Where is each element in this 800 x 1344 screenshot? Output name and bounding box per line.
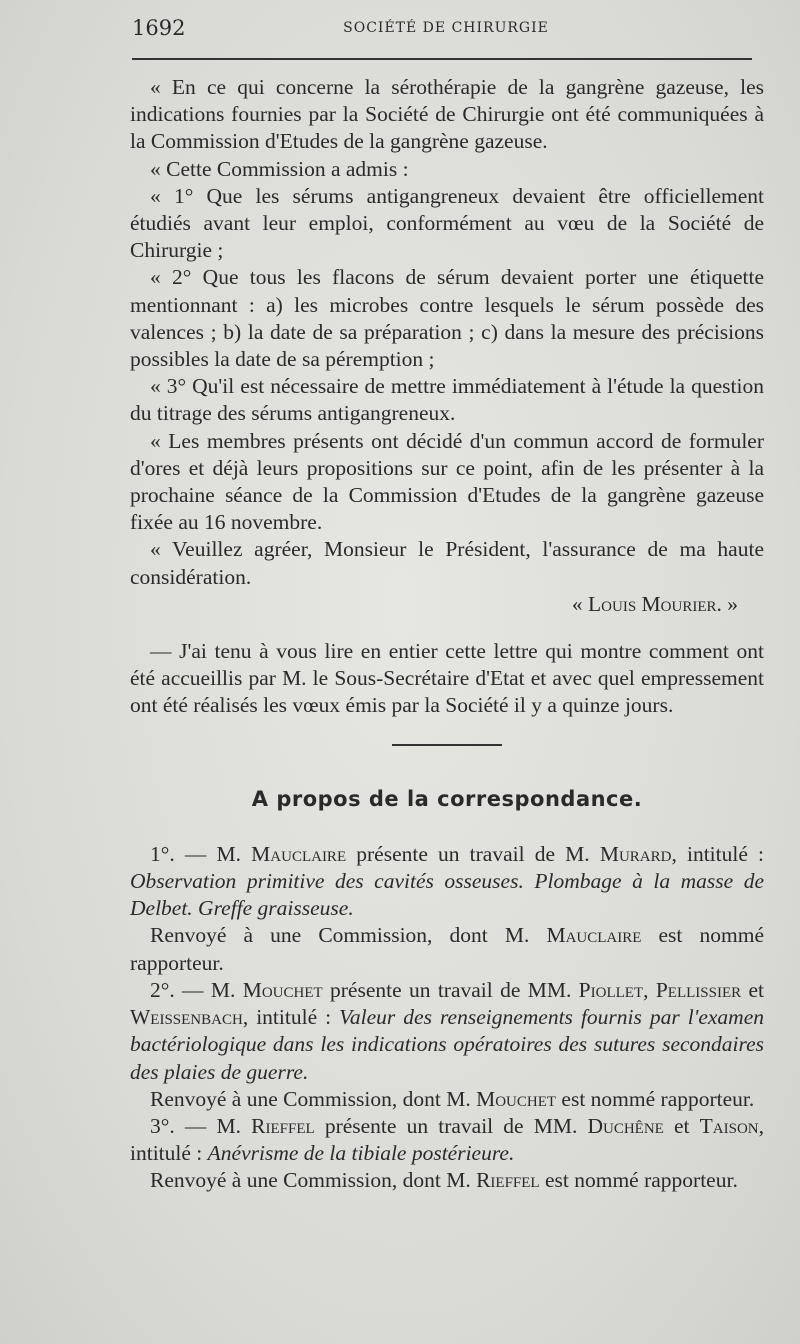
section-divider <box>392 744 502 746</box>
referral-pre: Renvoyé à une Commission, dont M. <box>150 1168 477 1193</box>
page-number: 1692 <box>132 16 186 40</box>
referral-post: est nommé rapporteur. <box>130 923 764 975</box>
item-mid: présente un travail de M. <box>346 841 600 866</box>
item-intitule: , intitulé : <box>130 1113 764 1166</box>
item-title: Anévrisme de la tibiale postérieure. <box>207 1141 515 1166</box>
item-prefix: 2°. — M. <box>150 977 243 1002</box>
item-intitule: , intitulé : <box>671 841 765 866</box>
item-title: Observation primitive des cavités osseuses. Plombage à la masse de Delbet. Greffe graisseuse. <box>130 869 764 921</box>
letter-paragraph-2: « Cette Commission a admis : <box>150 156 409 181</box>
correspondence-referral-1 <box>130 922 764 976</box>
item-authors-2: Weissenbach <box>130 1005 243 1030</box>
item-authors: Duchêne <box>587 1113 664 1138</box>
item-prefix: 3°. — M. <box>150 1113 252 1138</box>
correspondence-item-1 <box>130 841 764 923</box>
item-and: et <box>663 1113 700 1138</box>
item-presenter: Rieffel <box>251 1113 315 1138</box>
referral-post: est nommé rapporteur. <box>556 1086 755 1111</box>
letter-paragraph-6: « Les membres présents ont décidé d'un commun accord de formuler d'ores et déjà leurs propositions sur ce point, afin de les présenter à la prochaine séance de la Commission d'Etudes de la gangrène gazeuse fixée au 16 novembre. <box>130 428 764 535</box>
president-comment: — J'ai tenu à vous lire en entier cette lettre qui montre comment ont été accueillis par M. le Sous-Secrétaire d'Etat et avec quel empressement ont été réalisés les vœux émis par la Société il y a quinze jours. <box>130 639 764 718</box>
letter-paragraph-5: « 3° Qu'il est nécessaire de mettre immédiatement à l'étude la question du titrage des sérums antigangreneux. <box>130 374 764 426</box>
journal-title: SOCIÉTÉ DE CHIRURGIE <box>343 20 549 36</box>
letter-signature <box>130 591 764 618</box>
item-title: Valeur des renseignements fournis par l'examen bactériologique dans les indications opératoires des sutures secondaires des plaies de guerre. <box>130 1005 765 1084</box>
correspondence-item-3 <box>130 1113 764 1167</box>
item-prefix: 1°. — M. <box>150 841 252 866</box>
referral-rapporteur: Mouchet <box>476 1086 557 1111</box>
signature-close-quote: » <box>721 591 738 616</box>
item-and: et <box>741 977 764 1002</box>
item-authors: Piollet, Pellissier <box>578 977 742 1002</box>
signature-name: Louis Mourier. <box>588 591 722 616</box>
referral-post: est nommé rapporteur. <box>539 1168 738 1193</box>
correspondence-referral-3 <box>130 1167 764 1194</box>
referral-rapporteur: Rieffel <box>476 1168 540 1193</box>
referral-rapporteur: Mauclaire <box>546 923 642 948</box>
running-head <box>132 16 760 42</box>
item-presenter: Mouchet <box>242 977 323 1002</box>
correspondence-item-2 <box>130 977 764 1086</box>
item-mid: présente un travail de MM. <box>314 1113 588 1138</box>
correspondence-referral-2 <box>130 1086 764 1113</box>
referral-pre: Renvoyé à une Commission, dont M. <box>150 923 547 948</box>
item-mid: présente un travail de MM. <box>322 977 579 1002</box>
letter-paragraph-7: « Veuillez agréer, Monsieur le Président, l'assurance de ma haute considération. <box>130 537 764 589</box>
letter-paragraph-3: « 1° Que les sérums antigangreneux devaient être officiellement étudiés avant leur emploi, conformément au vœu de la Société de Chirurgie ; <box>130 183 764 263</box>
body-text <box>130 74 764 1195</box>
item-authors-2: Taison <box>699 1113 759 1138</box>
section-title: A propos de la correspondance. <box>251 786 643 811</box>
letter-paragraph-4: « 2° Que tous les flacons de sérum devaient porter une étiquette mentionnant : a) les microbes contre lesquels le sérum possède des valences ; b) la date de sa préparation ; c) dans la mesure des précisions possibles la date de sa péremption ; <box>130 265 764 372</box>
item-intitule: , intitulé : <box>242 1005 340 1030</box>
item-authors: Murard <box>599 841 672 866</box>
spacer <box>130 618 764 638</box>
item-presenter: Mauclaire <box>251 841 347 866</box>
referral-pre: Renvoyé à une Commission, dont M. <box>150 1086 477 1111</box>
header-rule <box>132 58 752 60</box>
letter-paragraph-1: « En ce qui concerne la sérothérapie de la gangrène gazeuse, les indications fournies par la Société de Chirurgie ont été communiquées à la Commission d'Etudes de la gangrène gazeuse. <box>130 75 764 154</box>
signature-open-quote: « <box>571 591 589 616</box>
